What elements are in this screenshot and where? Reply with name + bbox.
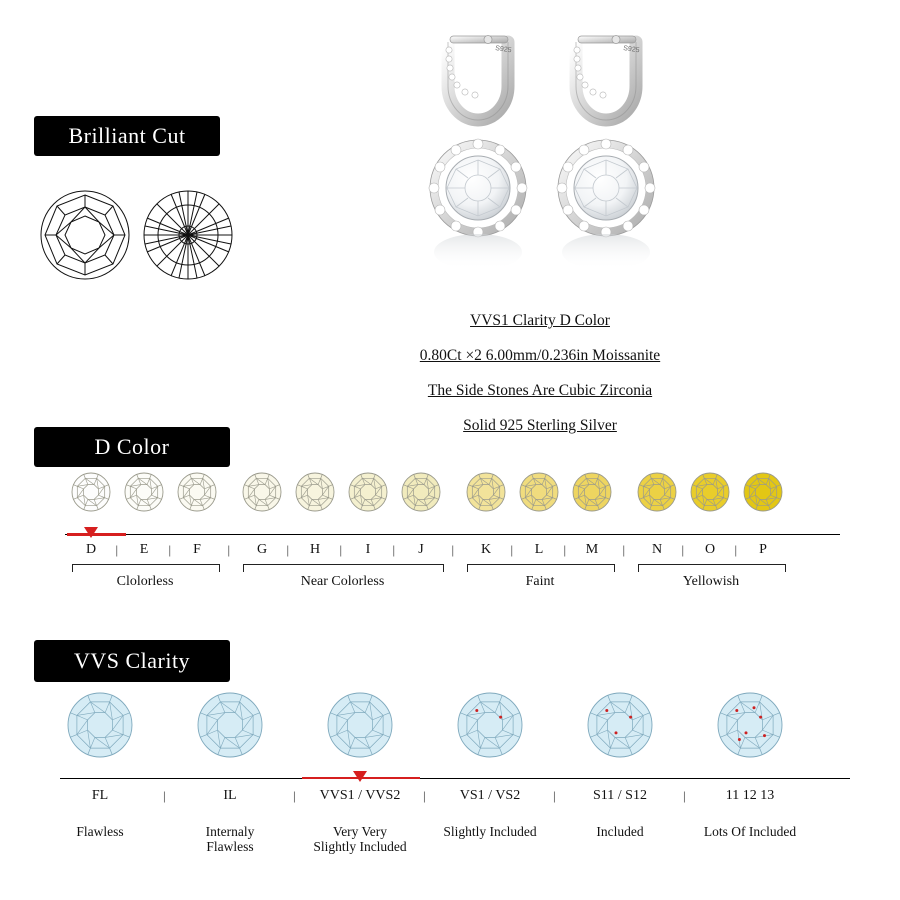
color-grade-separator: | xyxy=(734,542,738,557)
color-grade-separator: | xyxy=(286,542,290,557)
clarity-grade-label: VVS1 / VVS2 xyxy=(319,788,401,803)
clarity-selected-marker xyxy=(353,771,367,782)
color-gem-m xyxy=(572,472,612,512)
clarity-grade-label: IL xyxy=(223,788,237,803)
clarity-description-label: Lots Of Included xyxy=(703,824,797,839)
clarity-description-label: Included xyxy=(596,824,644,839)
badge-d-color xyxy=(34,427,230,467)
color-grade-label: D xyxy=(85,542,97,557)
color-grade-label: M xyxy=(585,542,599,557)
clarity-grade-separator: | xyxy=(293,788,296,803)
clarity-gem-2 xyxy=(327,692,393,758)
color-grade-label: I xyxy=(365,542,371,557)
color-group-bracket xyxy=(243,564,444,572)
color-group-bracket xyxy=(638,564,786,572)
color-gem-k xyxy=(466,472,506,512)
color-group-label: Near Colorless xyxy=(300,574,385,589)
badge-vvs-clarity-label: VVS Clarity xyxy=(73,648,191,673)
product-description-line: Solid 925 Sterling Silver xyxy=(463,417,617,434)
color-selected-marker xyxy=(84,527,98,538)
clarity-gem-3 xyxy=(457,692,523,758)
color-gem-g xyxy=(242,472,282,512)
color-grade-separator: | xyxy=(451,542,455,557)
color-gem-n xyxy=(637,472,677,512)
color-gem-j xyxy=(401,472,441,512)
earrings-illustration xyxy=(390,24,690,314)
color-gem-o xyxy=(690,472,730,512)
product-description-line: 0.80Ct ×2 6.00mm/0.236in Moissanite xyxy=(419,347,661,364)
color-gem-f xyxy=(177,472,217,512)
clarity-description-label: Internaly Flawless xyxy=(205,824,255,854)
clarity-gem-0 xyxy=(67,692,133,758)
product-description-line: The Side Stones Are Cubic Zirconia xyxy=(427,382,653,399)
color-grade-label: N xyxy=(651,542,663,557)
clarity-gem-5 xyxy=(717,692,783,758)
cut-diagram-svg xyxy=(36,186,236,284)
color-grade-label: F xyxy=(193,542,201,557)
color-grade-label: P xyxy=(759,542,767,557)
color-grade-separator: | xyxy=(227,542,231,557)
color-grade-separator: | xyxy=(510,542,514,557)
color-grade-label: O xyxy=(704,542,716,557)
svg-text:S925: S925 xyxy=(494,45,512,55)
clarity-grade-separator: | xyxy=(163,788,166,803)
clarity-description-label: Flawless xyxy=(76,824,124,839)
color-grade-separator: | xyxy=(115,542,119,557)
badge-brilliant-cut xyxy=(34,116,220,156)
badge-d-color-label: D Color xyxy=(94,434,170,459)
svg-text:S925: S925 xyxy=(622,45,640,55)
badge-vvs-clarity xyxy=(34,640,230,682)
product-image xyxy=(390,24,690,314)
color-grade-label: J xyxy=(418,542,424,557)
clarity-grade-separator: | xyxy=(423,788,426,803)
color-group-label: Clolorless xyxy=(116,574,174,589)
color-group-bracket xyxy=(72,564,220,572)
clarity-gem-4 xyxy=(587,692,653,758)
color-group-bracket xyxy=(467,564,615,572)
color-gem-h xyxy=(295,472,335,512)
color-gem-p xyxy=(743,472,783,512)
color-axis-line xyxy=(65,534,840,535)
color-grade-label: H xyxy=(309,542,321,557)
clarity-grade-label: VS1 / VS2 xyxy=(459,788,521,803)
color-grade-separator: | xyxy=(563,542,567,557)
product-description xyxy=(330,312,750,452)
color-grade-separator: | xyxy=(622,542,626,557)
color-group-label: Faint xyxy=(525,574,555,589)
clarity-axis-line xyxy=(60,778,850,779)
color-grade-separator: | xyxy=(392,542,396,557)
color-group-label: Yellowish xyxy=(682,574,740,589)
clarity-grade-separator: | xyxy=(553,788,556,803)
color-gem-e xyxy=(124,472,164,512)
color-gem-i xyxy=(348,472,388,512)
clarity-description-label: Very Very Slightly Included xyxy=(313,824,407,854)
color-grade-separator: | xyxy=(339,542,343,557)
clarity-description-label: Slightly Included xyxy=(443,824,537,839)
color-grade-separator: | xyxy=(168,542,172,557)
clarity-grade-label: S11 / S12 xyxy=(593,788,647,803)
clarity-grade-label: 11 12 13 xyxy=(725,788,775,803)
clarity-gem-1 xyxy=(197,692,263,758)
color-grade-label: E xyxy=(139,542,149,557)
color-grade-separator: | xyxy=(681,542,685,557)
badge-brilliant-cut-label: Brilliant Cut xyxy=(68,123,186,148)
color-gem-l xyxy=(519,472,559,512)
color-grade-label: K xyxy=(480,542,492,557)
clarity-grade-separator: | xyxy=(683,788,686,803)
clarity-grade-scale xyxy=(60,692,860,877)
color-grade-label: G xyxy=(256,542,268,557)
color-grade-label: L xyxy=(534,542,544,557)
clarity-grade-label: FL xyxy=(91,788,109,803)
color-gem-row xyxy=(60,472,850,524)
color-gem-d xyxy=(71,472,111,512)
product-description-line: VVS1 Clarity D Color xyxy=(470,312,610,329)
color-grade-scale xyxy=(60,472,850,612)
brilliant-cut-diagrams xyxy=(36,186,236,284)
